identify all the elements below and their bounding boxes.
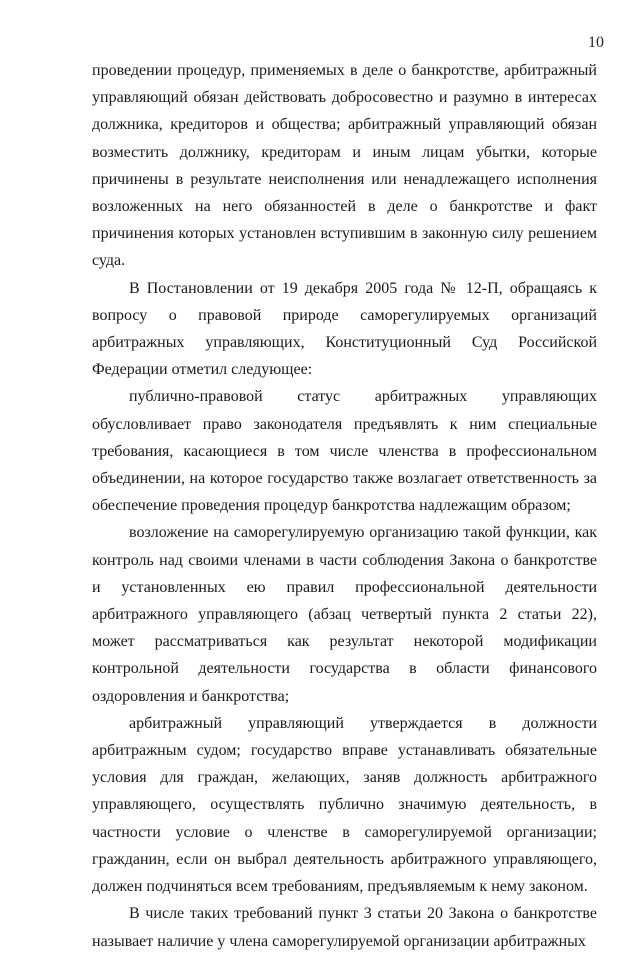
document-body — [92, 57, 597, 955]
page-number: 10 — [588, 34, 604, 51]
paragraph-ruling-intro: В Постановлении от 19 декабря 2005 года № 12-П, обращаясь к вопросу о правовой природе саморегулируемых организаций арбитражных управляющих, Конституционный Суд Российской Федерации отметил следующее: — [92, 279, 597, 379]
paragraph-continuation: проведении процедур, применяемых в деле о банкротстве, арбитражный управляющий обязан действовать добросовестно и разумно в интересах должника, кредиторов и общества; арбитражный управляющий обязан возместить должнику, кредиторам и иным лицам убытки, которые причинены в результате неисполнения или ненадлежащего исполнения возложенных на него обязанностей в деле о банкротстве и факт причинения которых установлен вступившим в законную силу решением суда. — [92, 62, 597, 270]
paragraph-control-function: возложение на саморегулируемую организацию такой функции, как контроль над своими членами в части соблюдения Закона о банкротстве и установленных ею правил профессиональной деятельности арбитражного управляющего (абзац четвертый пункта 2 статьи 22), может рассматриваться как результат некоторой модификации контрольной деятельности государства в области финансового оздоровления и банкротства; — [92, 524, 597, 705]
paragraph-appointment: арбитражный управляющий утверждается в должности арбитражным судом; государство вправе устанавливать обязательные условия для граждан, желающих, заняв должность арбитражного управляющего, осуществлять публично значимую деятельность, в частности условие о членстве в саморегулируемой организации; гражданин, если он выбрал деятельность арбитражного управляющего, должен подчиняться всем требованиям, предъявляемым к нему законом. — [92, 714, 597, 896]
paragraph-requirements: В числе таких требований пункт 3 статьи 20 Закона о банкротстве называет наличие у члена саморегулируемой организации арбитражных — [92, 905, 597, 950]
paragraph-public-status: публично-правовой статус арбитражных управляющих обусловливает право законодателя предъявлять к ним специальные требования, касающиеся в том числе членства в профессиональном объединении, на которое государство также возлагает ответственность за обеспечение проведения процедур банкротства надлежащим образом; — [92, 388, 597, 515]
